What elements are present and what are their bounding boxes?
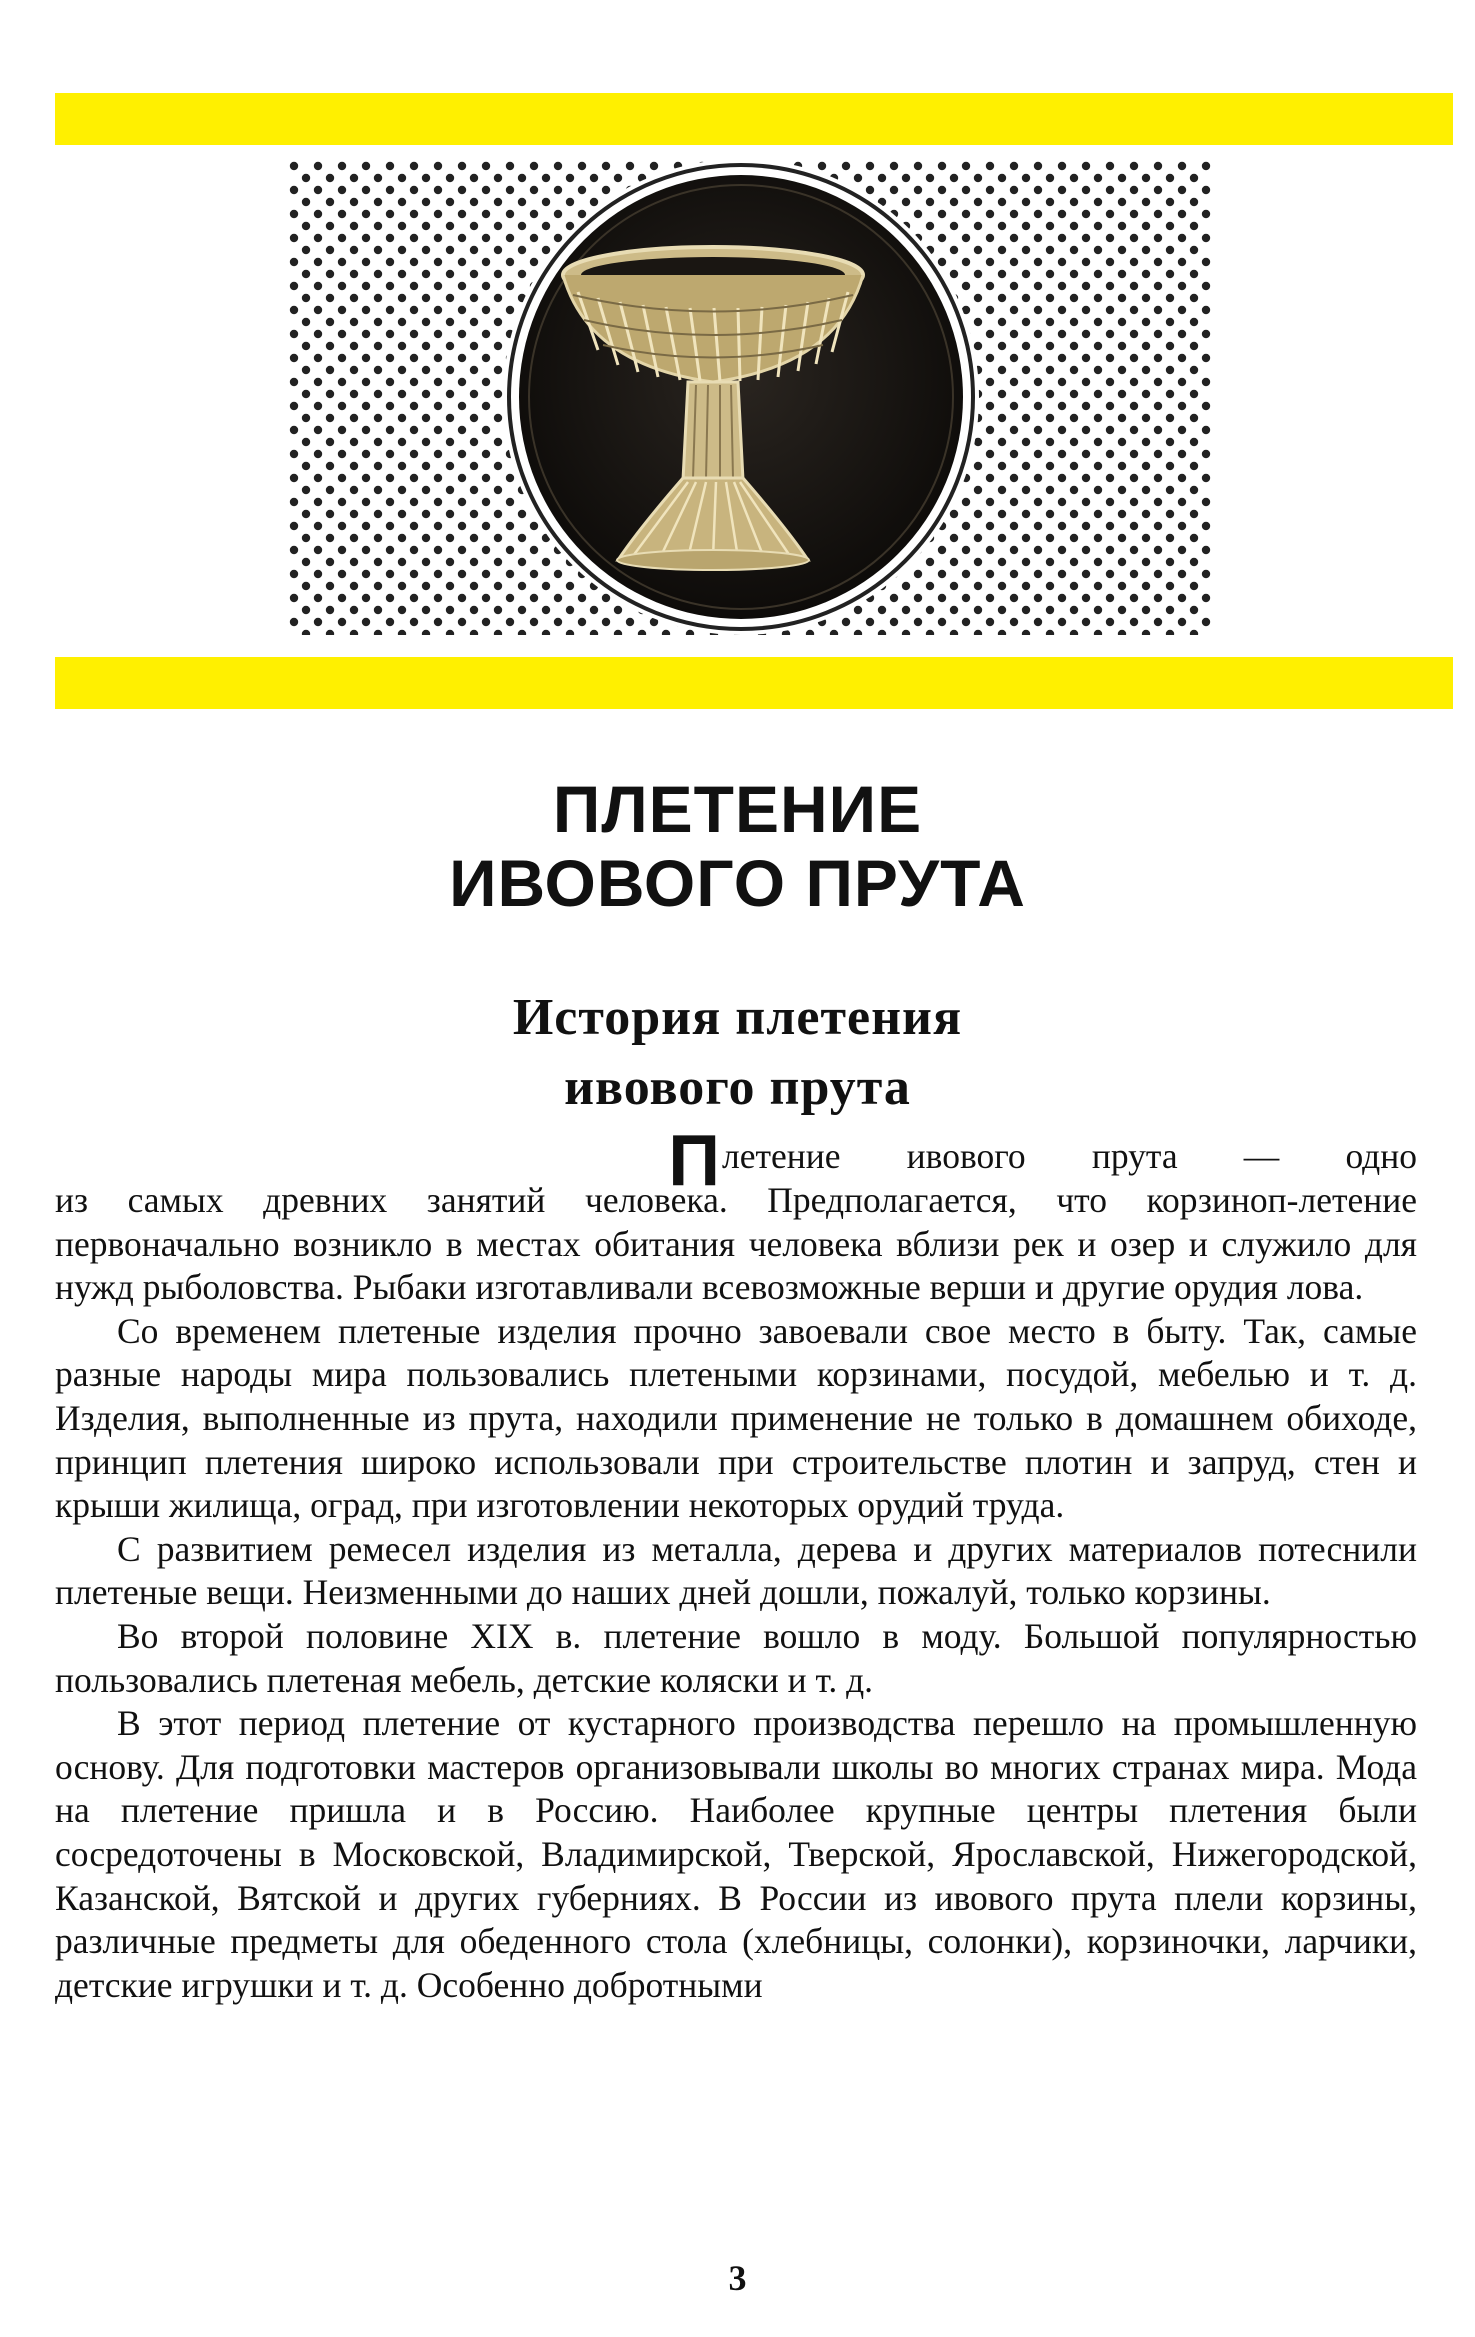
wicker-goblet-icon [288, 160, 1213, 635]
bottom-yellow-band [55, 657, 1453, 709]
article-body [55, 1121, 1417, 2007]
paragraph-1-rest: из самых древних занятий человека. Предполагается, что корзиноп-летение первоначально возникло в местах обитания человека вблизи рек и озер и служило для нужд рыболовства. Рыбаки изготавливали всевозможные верши и другие орудия лова. [55, 1180, 1417, 1308]
page-number: 3 [728, 2258, 747, 2298]
paragraph-4: Во второй половине XIX в. плетение вошло в моду. Большой популярностью пользовались плетеная мебель, детские коляски и т. д. [55, 1615, 1417, 1700]
section-title-line-1: История плетения [512, 989, 963, 1047]
chapter-title-line-2: ИВОВОГО ПРУТА [449, 846, 1026, 921]
header-illustration [288, 160, 1213, 635]
chapter-title [0, 772, 1475, 920]
chapter-title-line-1: ПЛЕТЕНИЕ [552, 772, 923, 847]
paragraph-1 [55, 1121, 1417, 1310]
section-title [0, 983, 1475, 1123]
goblet-stem [683, 382, 743, 480]
top-yellow-band [55, 93, 1453, 145]
paragraph-1-first-line: летение ивового прута — одно [722, 1136, 1417, 1177]
drop-cap: П [668, 1121, 720, 1201]
paragraph-2: Со временем плетеные изделия прочно завоевали свое место в быту. Так, самые разные народы мира пользовались плетеными корзинами, посудой, мебелью и т. д. Изделия, выполненные из прута, находили применение не только в домашнем обиходе, принцип плетения широко использовали при строительстве плотин и запруд, стен и крыши жилища, оград, при изготовлении некоторых орудий труда. [55, 1310, 1417, 1526]
section-title-line-2: ивового прута [564, 1059, 911, 1117]
paragraph-3: С развитием ремесел изделия из металла, дерева и других материалов потеснили плетеные вещи. Неизменными до наших дней дошли, пожалуй, только корзины. [55, 1528, 1417, 1613]
paragraph-5: В этот период плетение от кустарного производства перешло на промышленную основу. Для подготовки мастеров организовывали школы во многих странах мира. Мода на плетение пришла и в Россию. Наиболее крупные центры плетения были сосредоточены в Московской, Владимирской, Тверской, Ярославской, Нижегородской, Казанской, Вятской и других губерниях. В России из ивового прута плели корзины, различные предметы для обеденного стола (хлебницы, солонки), корзиночки, ларчики, детские игрушки и т. д. Особенно добротными [55, 1703, 1417, 2005]
